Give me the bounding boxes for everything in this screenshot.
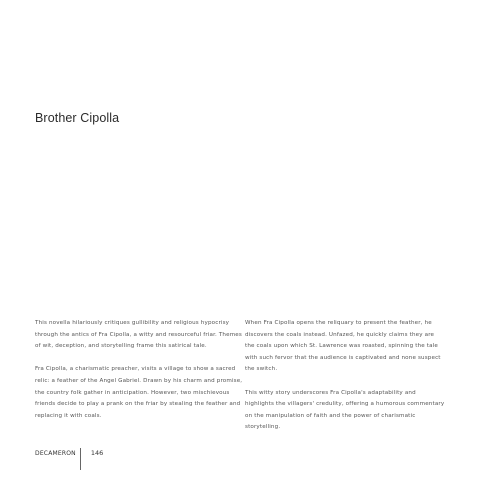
right-column — [245, 318, 445, 446]
page-title: Brother Cipolla — [35, 111, 120, 125]
left-column — [35, 318, 245, 434]
paragraph: This witty story underscores Fra Cipolla's adaptability and highlights the villagers' credulity, offering a humorous commentary on the manipulation of faith and the power of charismatic storytelling. — [245, 389, 445, 431]
paragraph: Fra Cipolla, a charismatic preacher, visits a village to show a sacred relic: a feather of the Angel Gabriel. Drawn by his charm and promise, the country folk gather in anticipation. However, two mischievous friends decide to play a prank on the friar by stealing the feather and replacing it with coals. — [35, 366, 243, 419]
paragraph: When Fra Cipolla opens the reliquary to present the feather, he discovers the coals instead. Unfazed, he quickly claims they are the coals upon which St. Lawrence was roasted, spinning the tale with such fervor that the audience is captivated and none suspect the switch. — [245, 320, 441, 373]
page-footer — [35, 442, 103, 464]
paragraph: This novella hilariously critiques gullibility and religious hypocrisy through the antics of Fra Cipolla, a witty and resourceful friar. Themes of wit, deception, and storytelling frame this satirical tale. — [35, 320, 242, 350]
page-number: 146 — [90, 449, 104, 457]
footer-divider — [80, 448, 81, 470]
section-name: DECAMERON — [35, 449, 76, 457]
